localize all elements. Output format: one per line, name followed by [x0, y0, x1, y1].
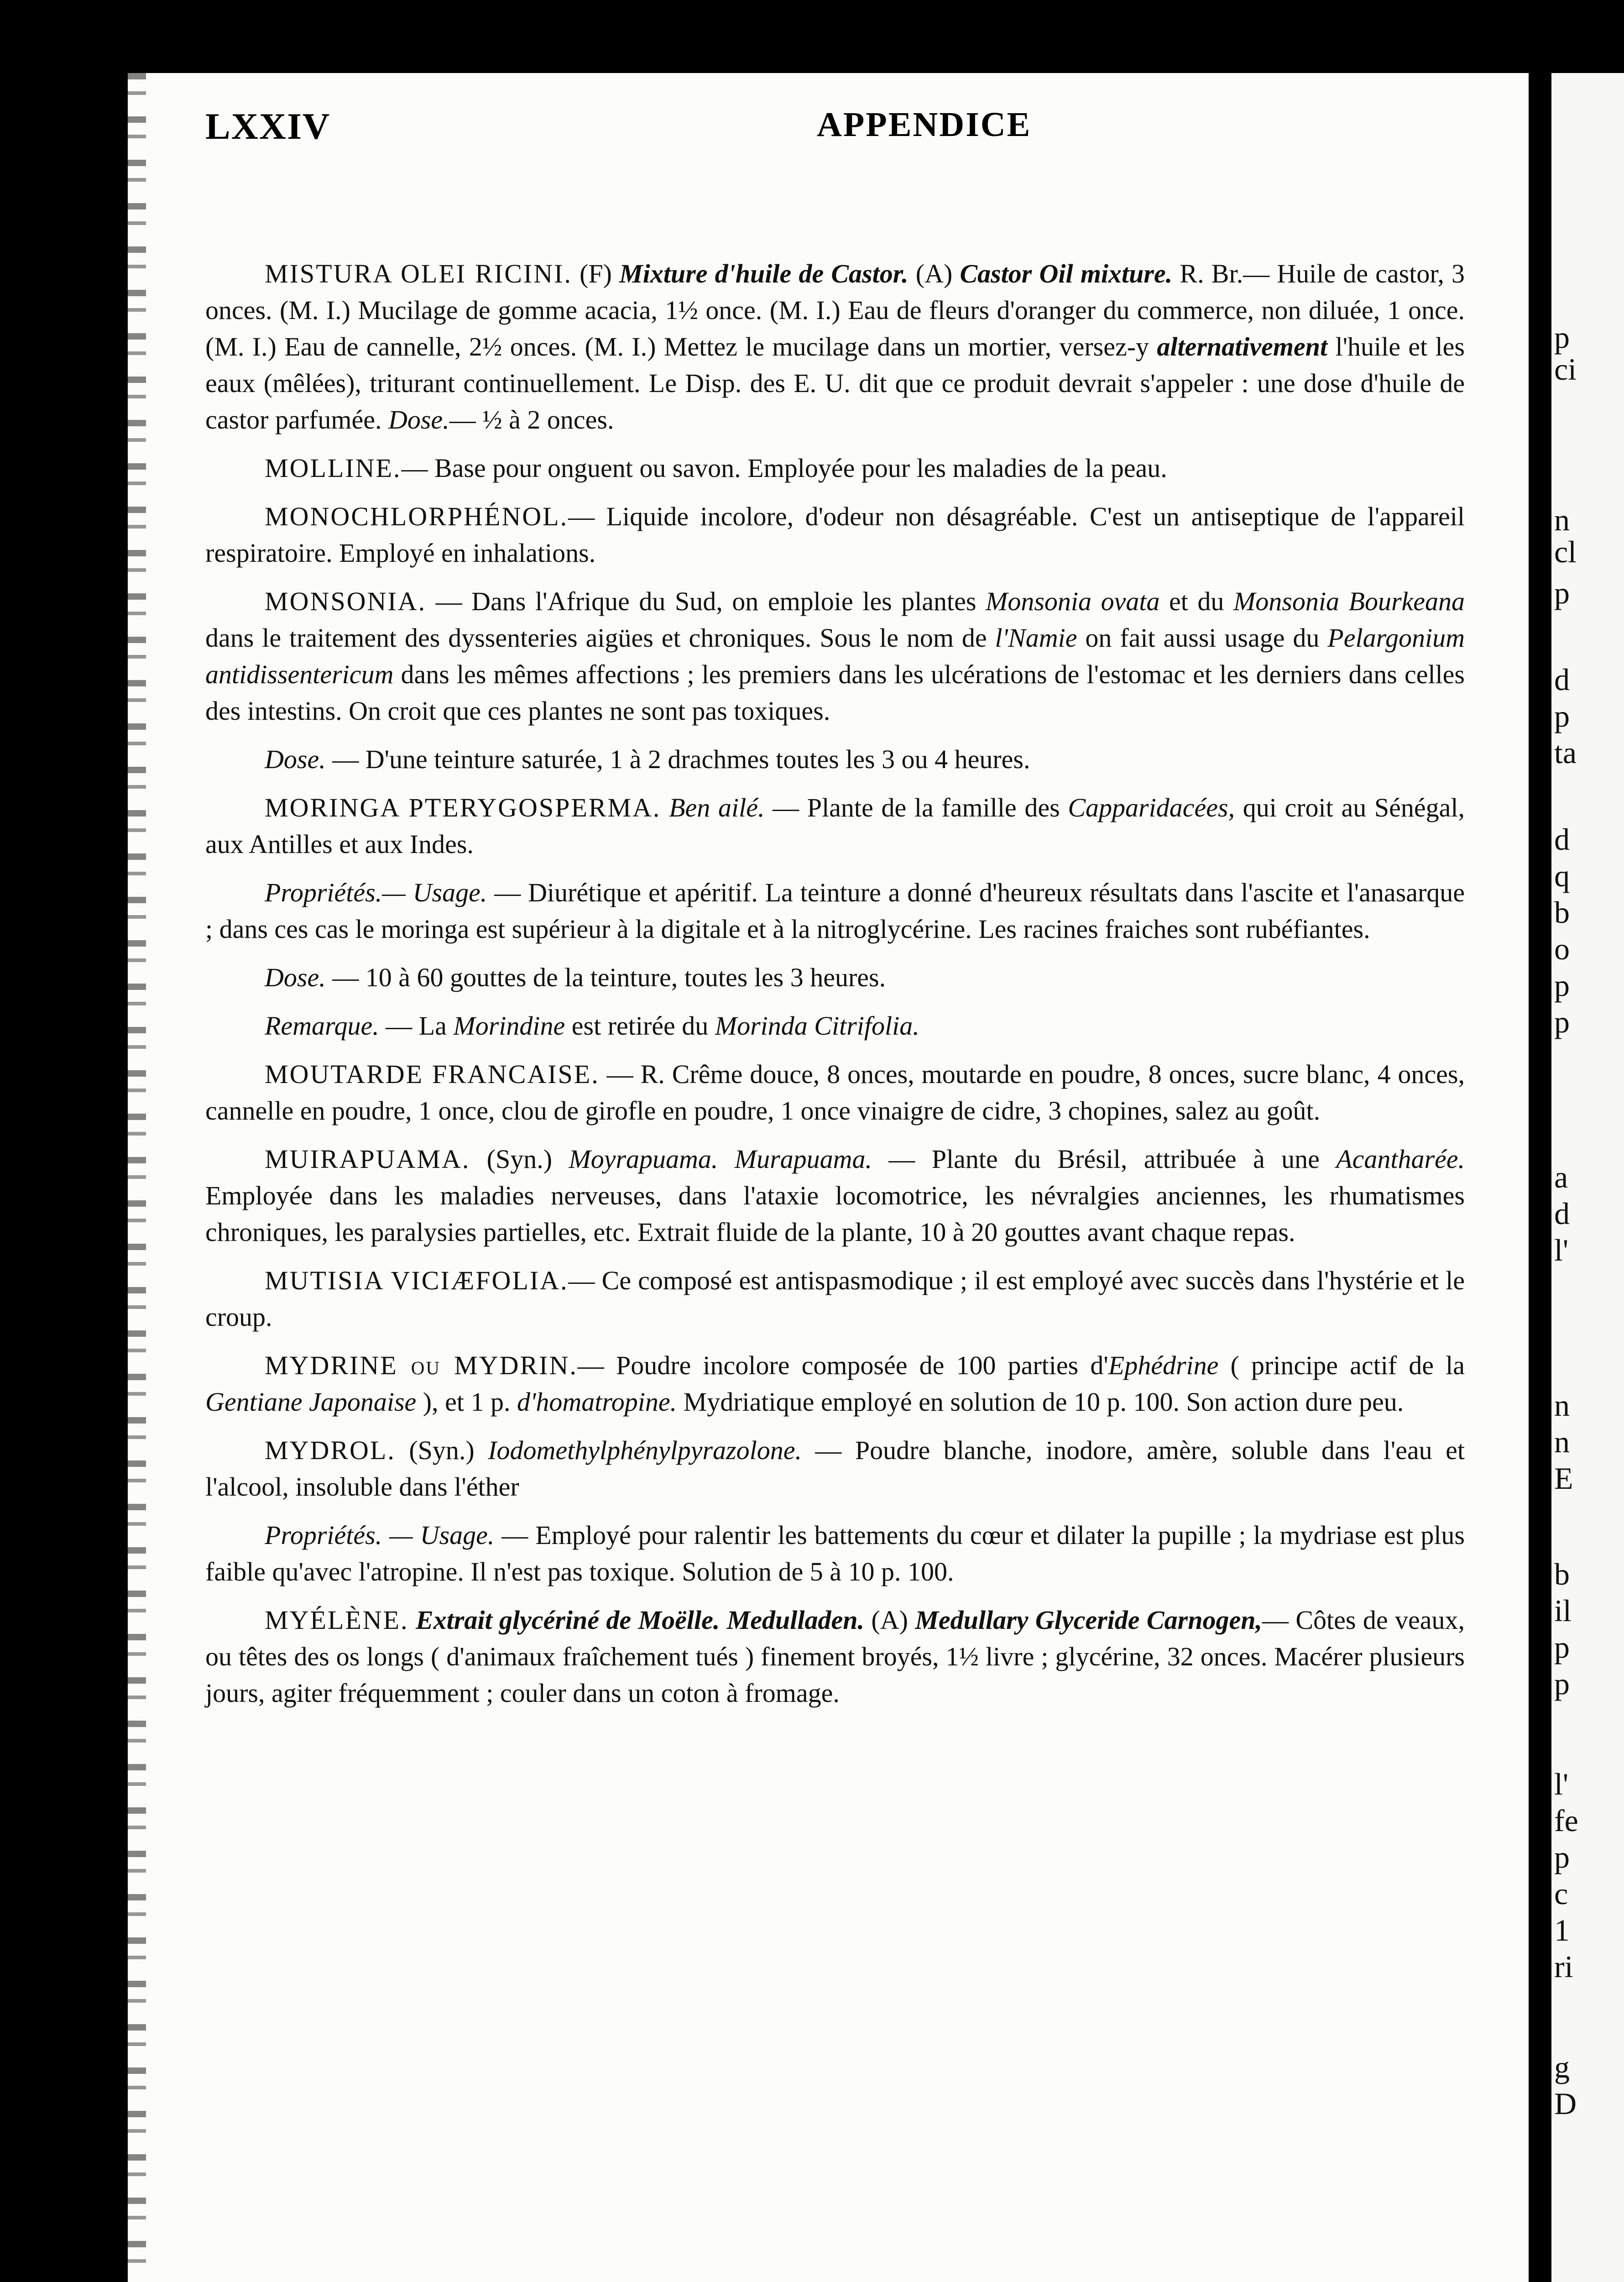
- entry-italic: Ephédrine: [1108, 1350, 1219, 1380]
- edge-fragment: b: [1554, 895, 1570, 930]
- entry-headword: MUTISIA VICIÆFOLIA.: [265, 1266, 569, 1295]
- entry-text: est retirée du: [565, 1011, 715, 1041]
- entry-italic: Pelargonium antidissentericum: [205, 623, 1465, 689]
- edge-fragment: cl: [1554, 534, 1577, 569]
- entry-italic: Extrait glycériné de Moëlle. Medulladen.: [415, 1605, 865, 1635]
- entry-italic: Morindine: [453, 1011, 565, 1041]
- entry-text: — Poudre incolore composée de 100 parties d': [577, 1350, 1108, 1380]
- entry-italic: Dose.: [388, 405, 449, 434]
- edge-fragment: 1: [1554, 1913, 1570, 1947]
- edge-fragment: o: [1554, 932, 1570, 966]
- entry-text: R. Br.— Huile de castor, 3 onces. (M. I.) Mucilage de gomme acacia, 1½ once. (M. I.) Eau de fleurs d'oranger du commerce, non diluée, 1 once. (M. I.) Eau de cannelle, 2½ onces. (M. I.) Mettez le mucilage dans un mortier, versez-y: [205, 259, 1465, 361]
- edge-fragment: n: [1554, 502, 1570, 537]
- entry-moringa-remarque: [205, 1008, 1465, 1044]
- entry-text: (A): [908, 259, 960, 288]
- entry-text: (Syn.): [395, 1435, 488, 1465]
- entry-text: — Ce composé est antispasmodique ; il est employé avec succès dans l'hystérie et le croup.: [205, 1266, 1465, 1332]
- entry-myelene: [205, 1602, 1465, 1712]
- entry-text: (F): [572, 259, 620, 288]
- entry-text: ( principe actif de la: [1218, 1350, 1465, 1380]
- page-body: [205, 256, 1465, 1723]
- entry-headword: MYÉLÈNE.: [265, 1605, 409, 1635]
- page-number: LXXIV: [205, 105, 331, 147]
- edge-fragment: p: [1554, 320, 1570, 355]
- edge-fragment: p: [1554, 1666, 1570, 1701]
- entry-text: — 10 à 60 gouttes de la teinture, toutes les 3 heures.: [325, 963, 886, 992]
- edge-fragment: ri: [1554, 1949, 1573, 1984]
- entry-text: — Diurétique et apéritif. La teinture a donné d'heureux résultats dans l'ascite et l'anasarque ; dans ces cas le moringa est supérieur à la digitale et à la nitroglycérine. Les racines fraiches sont rubéfiantes.: [205, 878, 1465, 944]
- entry-text: l'huile et les eaux (mêlées), triturant continuellement. Le Disp. des E. U. dit que ce produit devrait s'appeler : une dose d'huile de castor parfumée.: [205, 332, 1465, 434]
- entry-moutarde-francaise: [205, 1056, 1465, 1129]
- entry-mutisia: [205, 1262, 1465, 1335]
- edge-fragment: b: [1554, 1557, 1570, 1591]
- entry-text: on fait aussi usage du: [1077, 623, 1328, 653]
- entry-text: (Syn.): [470, 1144, 569, 1174]
- entry-italic: Medullary Glyceride Carnogen,: [915, 1605, 1262, 1635]
- entry-italic: Propriétés. — Usage.: [265, 1520, 495, 1550]
- edge-fragment: il: [1554, 1593, 1572, 1628]
- entry-italic: Acantharée.: [1336, 1144, 1465, 1174]
- entry-text: — Employé pour ralentir les battements du cœur et dilater la pupille ; la mydriase est plus faible qu'avec l'atropine. Il n'est pas toxique. Solution de 5 à 10 p. 100.: [205, 1520, 1465, 1586]
- entry-text: (A): [864, 1605, 915, 1635]
- entry-text: — Liquide incolore, d'odeur non désagréable. C'est un antiseptique de l'appareil respiratoire. Employé en inhalations.: [205, 502, 1465, 568]
- edge-fragment: c: [1554, 1876, 1568, 1911]
- edge-fragment: n: [1554, 1388, 1570, 1423]
- edge-fragment: ta: [1554, 735, 1577, 770]
- entry-text: — Dans l'Afrique du Sud, on emploie les plantes: [426, 586, 986, 616]
- edge-fragment: p: [1554, 576, 1570, 610]
- entry-text: Employée dans les maladies nerveuses, dans l'ataxie locomotrice, les névralgies anciennes, les rhumatismes chroniques, les paralysies partielles, etc. Extrait fluide de la plante, 10 à 20 gouttes avant chaque repas.: [205, 1181, 1465, 1247]
- entry-text: [409, 1605, 416, 1635]
- entry-headword: MONSONIA.: [265, 586, 427, 616]
- entry-muirapuama: [205, 1141, 1465, 1251]
- entry-monsonia: [205, 583, 1465, 729]
- page-header: [205, 105, 1446, 164]
- entry-italic: Monsonia ovata: [986, 586, 1160, 616]
- entry-text: — La: [379, 1011, 454, 1041]
- entry-text: — R. Crême douce, 8 onces, moutarde en poudre, 8 onces, sucre blanc, 4 onces, cannelle en poudre, 1 once, clou de girofle en poudre, 1 once vinaigre de cidre, 3 chopines, salez au goût.: [205, 1059, 1465, 1125]
- running-title: APPENDICE: [817, 105, 1032, 144]
- edge-fragment: p: [1554, 1005, 1570, 1039]
- entry-italic: Remarque.: [265, 1011, 379, 1041]
- entry-text: — Plante de la famille des: [764, 793, 1068, 822]
- entry-italic: Iodomethylphénylpyrazolone.: [488, 1435, 802, 1465]
- entry-italic: Gentiane Japonaise: [205, 1387, 417, 1417]
- edge-fragment: D: [1554, 2086, 1577, 2121]
- entry-text: [661, 793, 669, 822]
- entry-italic: Moyrapuama. Murapuama.: [569, 1144, 872, 1174]
- entry-italic: alternativement: [1157, 332, 1328, 361]
- entry-italic: Ben ailé.: [669, 793, 765, 822]
- edge-fragment: fe: [1554, 1803, 1578, 1838]
- entry-mydrol-proprietes: [205, 1517, 1465, 1590]
- entry-headword: MISTURA OLEI RICINI.: [265, 259, 572, 288]
- entry-italic: Monsonia Bourkeana: [1233, 586, 1465, 616]
- entry-moringa: [205, 790, 1465, 863]
- entry-monsonia-dose: [205, 741, 1465, 778]
- entry-monochlorphenol: [205, 498, 1465, 571]
- entry-text: ), et 1 p.: [416, 1387, 517, 1417]
- entry-headword: MOUTARDE FRANCAISE.: [265, 1059, 600, 1089]
- entry-text: — Plante du Brésil, attribuée à une: [872, 1144, 1337, 1174]
- entry-text: — Poudre blanche, inodore, amère, soluble dans l'eau et l'alcool, insoluble dans l'éther: [205, 1435, 1465, 1502]
- entry-text: — ½ à 2 onces.: [449, 405, 614, 434]
- entry-italic: Dose.: [265, 744, 326, 774]
- entry-italic: Castor Oil mixture.: [960, 259, 1173, 288]
- entry-mydrine: [205, 1347, 1465, 1420]
- edge-fragment: ci: [1554, 352, 1577, 387]
- edge-fragment: E: [1554, 1461, 1573, 1496]
- edge-fragment: q: [1554, 858, 1570, 893]
- edge-fragment: a: [1554, 1160, 1568, 1194]
- entry-headword: MOLLINE.: [265, 453, 402, 483]
- entry-headword: MUIRAPUAMA.: [265, 1144, 470, 1174]
- entry-moringa-proprietes: [205, 874, 1465, 947]
- edge-fragment: d: [1554, 822, 1570, 857]
- entry-headword: MORINGA PTERYGOSPERMA.: [265, 793, 661, 822]
- edge-fragment: d: [1554, 1196, 1570, 1231]
- edge-fragment: p: [1554, 1630, 1570, 1664]
- entry-headword: MYDRINE ou MYDRIN.: [265, 1350, 578, 1380]
- entry-moringa-dose: [205, 959, 1465, 996]
- entry-italic: d'homatropine.: [517, 1387, 677, 1417]
- entry-text: — Côtes de veaux, ou têtes des os longs ( d'animaux fraîchement tués ) finement broyés, 1½ livre ; glycérine, 32 onces. Macérer plusieurs jours, agiter fréquemment ; couler dans un coton à fromage.: [205, 1605, 1465, 1708]
- entry-italic: Propriétés.— Usage.: [265, 878, 487, 907]
- entry-text: Mydriatique employé en solution de 10 p. 100. Son action dure peu.: [677, 1387, 1404, 1417]
- adjacent-page-edge: [1551, 73, 1624, 2282]
- entry-molline: [205, 450, 1465, 487]
- edge-fragment: l': [1554, 1767, 1569, 1801]
- entry-italic: l'Namie: [995, 623, 1077, 653]
- entry-italic: Dose.: [265, 963, 326, 992]
- entry-text: — D'une teinture saturée, 1 à 2 drachmes toutes les 3 ou 4 heures.: [325, 744, 1030, 774]
- entry-headword: MYDROL.: [265, 1435, 396, 1465]
- entry-text: — Base pour onguent ou savon. Employée pour les maladies de la peau.: [401, 453, 1167, 483]
- entry-text: et du: [1159, 586, 1233, 616]
- edge-fragment: p: [1554, 1840, 1570, 1874]
- entry-italic: Morinda Citrifolia.: [715, 1011, 919, 1041]
- entry-text: dans les mêmes affections ; les premiers dans les ulcérations de l'estomac et les derniers dans celles des intestins. On croit que ces plantes ne sont pas toxiques.: [205, 659, 1465, 726]
- edge-fragment: n: [1554, 1424, 1570, 1459]
- entry-headword: MONOCHLORPHÉNOL.: [265, 502, 569, 531]
- entry-text: qui croit au Sénégal, aux Antilles et aux Indes.: [205, 793, 1465, 859]
- entry-italic: Mixture d'huile de Castor.: [619, 259, 909, 288]
- entry-mydrol: [205, 1432, 1465, 1505]
- edge-fragment: g: [1554, 2050, 1570, 2084]
- edge-fragment: l': [1554, 1233, 1569, 1267]
- entry-mistura-olei-ricini: [205, 256, 1465, 438]
- entry-text: dans le traitement des dyssenteries aigües et chroniques. Sous le nom de: [205, 623, 995, 653]
- edge-fragment: p: [1554, 968, 1570, 1003]
- entry-italic: Capparidacées,: [1068, 793, 1235, 822]
- edge-fragment: p: [1554, 699, 1570, 733]
- edge-fragment: d: [1554, 662, 1570, 697]
